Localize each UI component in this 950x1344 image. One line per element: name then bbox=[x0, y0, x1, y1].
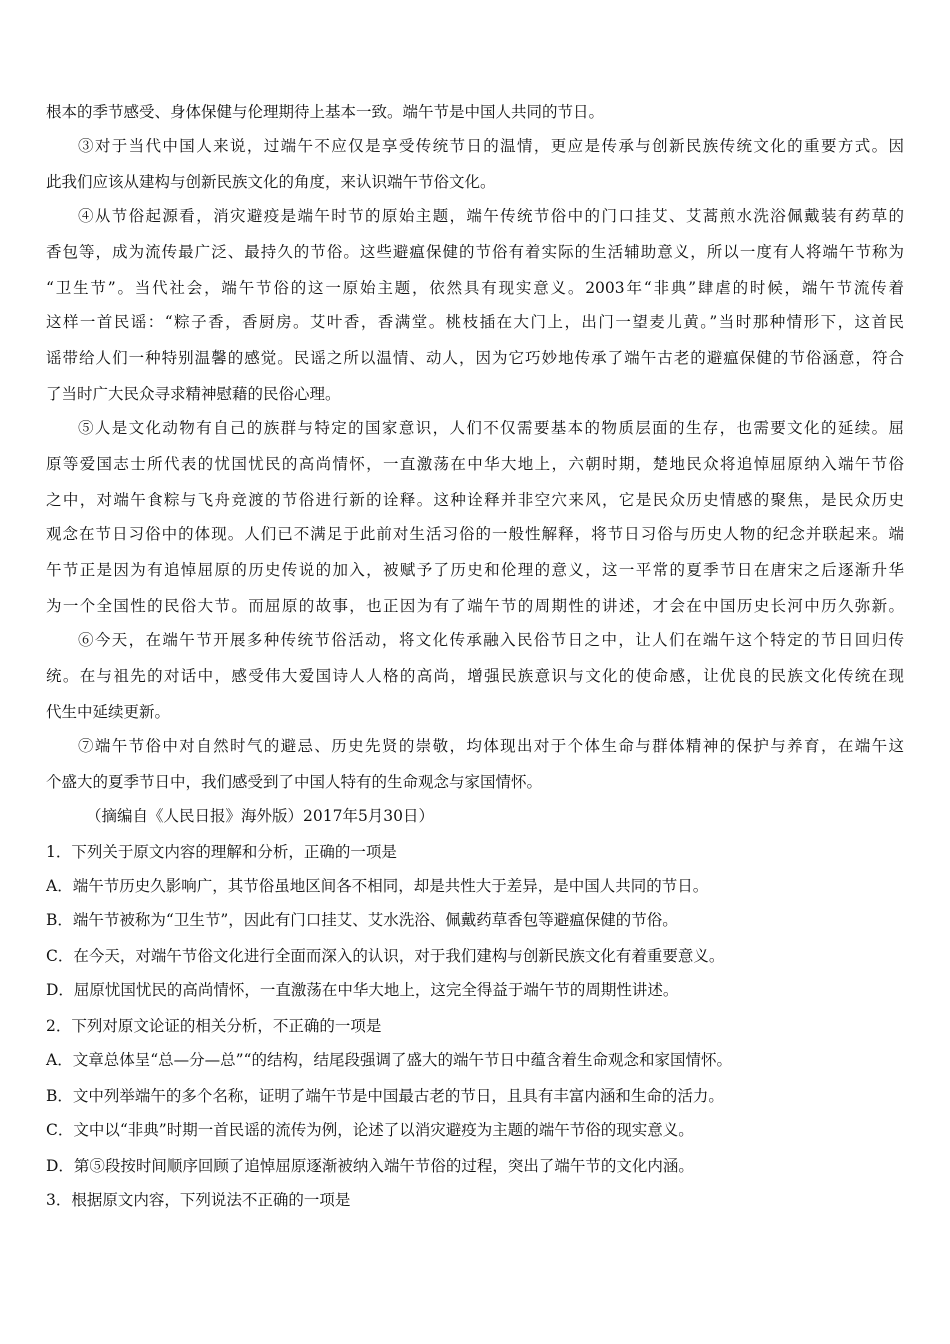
question-2-stem: 2．下列对原文论证的相关分析，不正确的一项是 bbox=[46, 1017, 382, 1035]
question-2-option-a: A．文章总体呈“总—分—总”“的结构，结尾段强调了盛大的端午节日中蕴含着生命观念和家国情怀。 bbox=[46, 1051, 732, 1069]
paragraph-5-line: ⑤人是文化动物有自己的族群与特定的国家意识，人们不仅需要基本的物质层面的生存，也需要文化的延续。屈 bbox=[78, 419, 904, 437]
body-line: 代生中延续更新。 bbox=[46, 703, 171, 721]
body-line: 了当时广大民众寻求精神慰藉的民俗心理。 bbox=[46, 385, 341, 403]
body-line: “卫生节”。当代社会，端午节俗的这一原始主题，依然具有现实意义。2003年“非典”肆虐的时候，端午节流传着 bbox=[46, 279, 904, 297]
body-line: 此我们应该从建构与创新民族文化的角度，来认识端午节俗文化。 bbox=[46, 173, 496, 191]
body-line: 原等爱国志士所代表的忧国忧民的高尚情怀，一直激荡在中华大地上，六朝时期，楚地民众将追悼屈原纳入端午节俗 bbox=[46, 455, 904, 473]
body-line: 统。在与祖先的对话中，感受伟大爱国诗人人格的高尚，增强民族意识与文化的使命感，让优良的民族文化传统在现 bbox=[46, 667, 904, 685]
question-1-option-d: D．屈原忧国忧民的高尚情怀，一直激荡在中华大地上，这完全得益于端午节的周期性讲述。 bbox=[46, 981, 679, 999]
question-1-option-a: A．端午节历史久影响广，其节俗虽地区间各不相同，却是共性大于差异，是中国人共同的节日。 bbox=[46, 877, 709, 895]
question-2-option-c: C．文中以“非典”时期一首民谣的流传为例，论述了以消灾避疫为主题的端午节俗的现实意义。 bbox=[46, 1121, 694, 1139]
paragraph-7-line: ⑦端午节俗中对自然时气的避忌、历史先贤的崇敬，均体现出对于个体生命与群体精神的保护与养育，在端午这 bbox=[78, 737, 904, 755]
body-line: 之中，对端午食粽与飞舟竞渡的节俗进行新的诠释。这种诠释并非空穴来风，它是民众历史情感的聚焦，是民众历史 bbox=[46, 491, 904, 509]
question-1-option-b: B．端午节被称为“卫生节”，因此有门口挂艾、艾水洗浴、佩戴药草香包等避瘟保健的节俗。 bbox=[46, 911, 678, 929]
question-2-option-d: D．第⑤段按时间顺序回顾了追悼屈原逐渐被纳入端午节俗的过程，突出了端午节的文化内涵。 bbox=[46, 1157, 694, 1175]
body-line: 谣带给人们一种特别温馨的感觉。民谣之所以温情、动人，因为它巧妙地传承了端午古老的避瘟保健的节俗涵意，符合 bbox=[46, 349, 904, 367]
body-line: 观念在节日习俗中的体现。人们已不满足于此前对生活习俗的一般性解释，将节日习俗与历史人物的纪念并联起来。端 bbox=[46, 525, 904, 543]
question-1-stem: 1．下列关于原文内容的理解和分析，正确的一项是 bbox=[46, 843, 397, 861]
paragraph-3-line: ③对于当代中国人来说，过端午不应仅是享受传统节日的温情，更应是传承与创新民族传统文化的重要方式。因 bbox=[78, 137, 904, 155]
source-citation: （摘编自《人民日报》海外版）2017年5月30日） bbox=[86, 807, 435, 825]
body-line: 午节正是因为有追悼屈原的历史传说的加入，被赋予了历史和伦理的意义，这一平常的夏季节日在唐宋之后逐渐升华 bbox=[46, 561, 904, 579]
question-1-option-c: C．在今天，对端午节俗文化进行全面而深入的认识，对于我们建构与创新民族文化有着重要意义。 bbox=[46, 947, 725, 965]
body-line: 个盛大的夏季节日中，我们感受到了中国人特有的生命观念与家国情怀。 bbox=[46, 773, 543, 791]
question-3-stem: 3．根据原文内容，下列说法不正确的一项是 bbox=[46, 1191, 351, 1209]
body-line: 香包等，成为流传最广泛、最持久的节俗。这些避瘟保健的节俗有着实际的生活辅助意义，所以一度有人将端午节称为 bbox=[46, 243, 904, 261]
body-line: 为一个全国性的民俗大节。而屈原的故事，也正因为有了端午节的周期性的讲述，才会在中国历史长河中历久弥新。 bbox=[46, 597, 904, 615]
paragraph-6-line: ⑥今天，在端午节开展多种传统节俗活动，将文化传承融入民俗节日之中，让人们在端午这个特定的节日回归传 bbox=[78, 631, 904, 649]
paragraph-4-line: ④从节俗起源看，消灾避疫是端午时节的原始主题，端午传统节俗中的门口挂艾、艾蒿煎水洗浴佩戴装有药草的 bbox=[78, 207, 904, 225]
body-line: 根本的季节感受、身体保健与伦理期待上基本一致。端午节是中国人共同的节日。 bbox=[46, 103, 605, 121]
question-2-option-b: B．文中列举端午的多个名称，证明了端午节是中国最古老的节日，且具有丰富内涵和生命的活力。 bbox=[46, 1087, 724, 1105]
body-line: 这样一首民谣：“粽子香，香厨房。艾叶香，香满堂。桃枝插在大门上，出门一望麦儿黄。”当时那种情形下，这首民 bbox=[46, 313, 904, 331]
